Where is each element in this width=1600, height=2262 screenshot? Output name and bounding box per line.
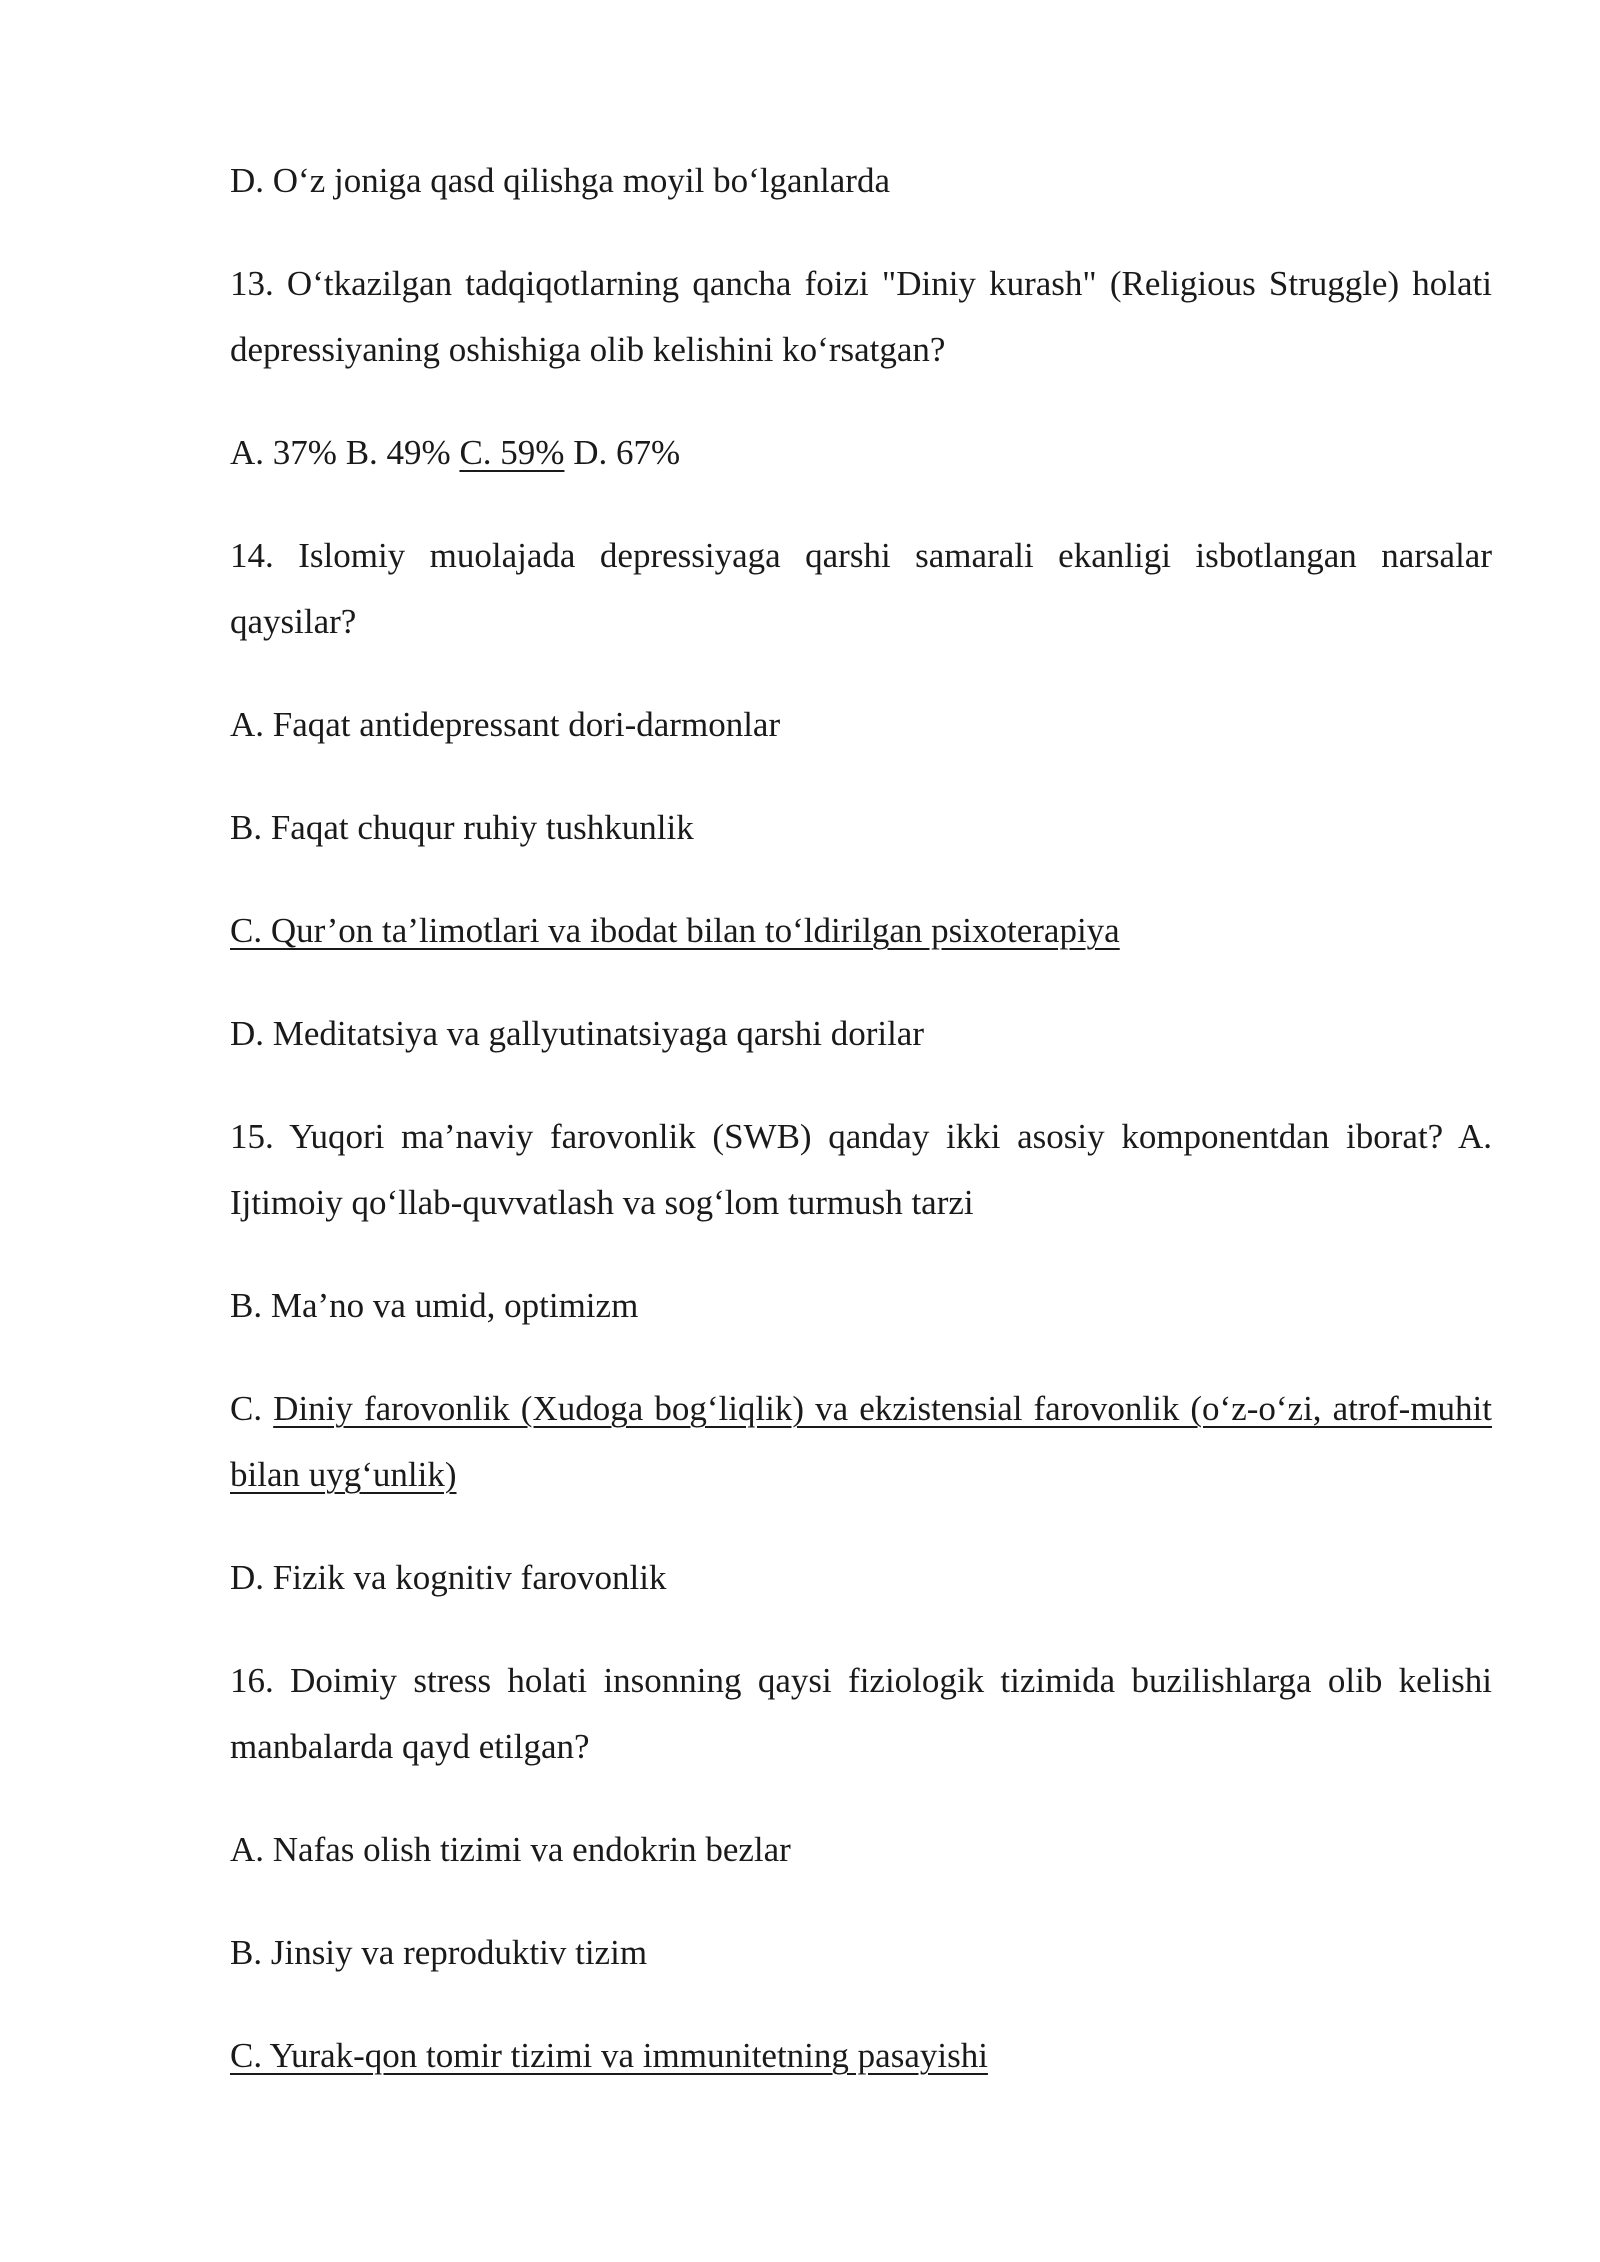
q16-option-c-correct — [230, 2023, 1492, 2089]
q15-option-a: A. Ijtimoiy qo‘llab-quvvatlash va sog‘lom turmush tarzi — [230, 1117, 1492, 1222]
q16-option-a: A. Nafas olish tizimi va endokrin bezlar — [230, 1830, 791, 1869]
q15-option-d: D. Fizik va kognitiv farovonlik — [230, 1558, 667, 1597]
q13-option-d: D. 67% — [573, 433, 681, 472]
q14-option-a: A. Faqat antidepressant dori-darmonlar — [230, 705, 781, 744]
document-page — [230, 148, 1492, 2126]
q15-option-b: B. Ma’no va umid, optimizm — [230, 1286, 639, 1325]
q14-option-b: B. Faqat chuqur ruhiy tushkunlik — [230, 808, 694, 847]
q13-options — [230, 420, 1492, 486]
q16-question: 16. Doimiy stress holati insonning qaysi fiziologik tizimida buzilishlarga olib kelishi manbalarda qayd etilgan? — [230, 1661, 1492, 1766]
q13-question: 13. O‘tkazilgan tadqiqotlarning qancha foizi "Diniy kurash" (Religious Struggle) holati depressiyaning oshishiga olib kelishini ko‘rsatgan? — [230, 264, 1492, 369]
q16-option-b: B. Jinsiy va reproduktiv tizim — [230, 1933, 648, 1972]
q14-option-c-correct — [230, 898, 1492, 964]
q16-option-c-text: C. Yurak-qon tomir tizimi va immunitetning pasayishi — [230, 2036, 988, 2075]
q13-option-b: B. 49% — [345, 433, 451, 472]
q13-option-c-correct: C. 59% — [459, 433, 565, 472]
q14-question: 14. Islomiy muolajada depressiyaga qarshi samarali ekanligi isbotlangan narsalar qaysilar? — [230, 536, 1492, 641]
q13-option-a: A. 37% — [230, 433, 337, 472]
q14-option-c-text: C. Qur’on ta’limotlari va ibodat bilan to‘ldirilgan psixoterapiya — [230, 911, 1120, 950]
q14-option-d: D. Meditatsiya va gallyutinatsiyaga qarshi dorilar — [230, 1014, 924, 1053]
q15-question: 15. Yuqori ma’naviy farovonlik (SWB) qanday ikki asosiy komponentdan iborat? — [230, 1117, 1444, 1156]
q15-option-c-prefix: C. — [230, 1389, 263, 1428]
q12-option-d: D. O‘z joniga qasd qilishga moyil bo‘lganlarda — [230, 161, 890, 200]
q15-block — [230, 1104, 1492, 1236]
q15-option-c-text: Diniy farovonlik (Xudoga bog‘liqlik) va ekzistensial farovonlik (o‘z-o‘zi, atrof-muhit bilan uyg‘unlik) — [230, 1389, 1493, 1494]
q15-option-c-correct — [230, 1376, 1492, 1508]
